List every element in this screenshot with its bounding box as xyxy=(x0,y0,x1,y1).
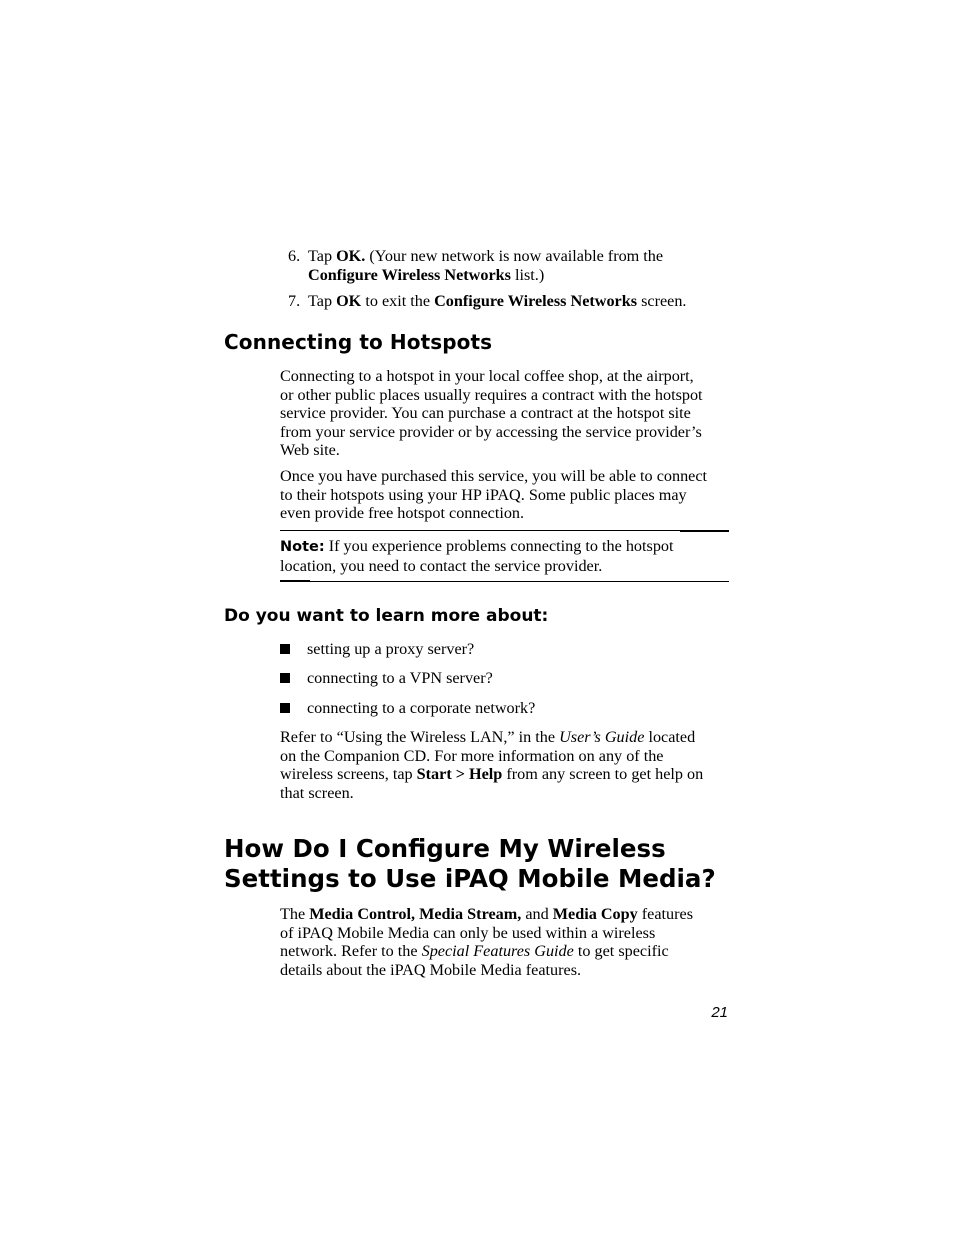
note: Note: If you experience problems connecting to the hotspot location, you need to contact the service provider. xyxy=(280,537,674,575)
note-bottom-rule-accent xyxy=(280,580,310,582)
hotspots-paragraph-1: Connecting to a hotspot in your local coffee shop, at the airport, or other public places usually requires a contract with the hotspot service provider. You can purchase a contract at the hotspot site from your service provider or by accessing the service provider’s Web site. xyxy=(280,367,703,460)
hotspots-paragraph-2: Once you have purchased this service, you will be able to connect to their hotspots using your HP iPAQ. Some public places may even provide free hotspot connection. xyxy=(280,467,708,523)
note-label: Note: xyxy=(280,539,325,555)
bullet-square-icon xyxy=(280,673,290,683)
note-top-rule xyxy=(280,530,680,531)
media-paragraph: The Media Control, Media Stream, and Media Copy features of iPAQ Mobile Media can only be used within a wireless network. Refer to the Special Features Guide to get specific details about the iPAQ Mobile Media features. xyxy=(280,905,694,979)
list-item: connecting to a VPN server? xyxy=(280,669,730,688)
page-number: 21 xyxy=(711,1004,728,1021)
heading-learn-more: Do you want to learn more about: xyxy=(224,606,549,626)
step-number: 6. xyxy=(288,247,301,265)
bullet-square-icon xyxy=(280,703,290,713)
bullet-square-icon xyxy=(280,644,290,654)
step-6: 6. Tap OK. (Your new network is now available from the Configure Wireless Networks list.) xyxy=(288,247,664,284)
refer-paragraph: Refer to “Using the Wireless LAN,” in the User’s Guide located on the Companion CD. For more information on any of the wireless screens, tap Start > Help from any screen to get help on that screen. xyxy=(280,728,704,802)
note-bottom-rule xyxy=(310,581,729,582)
heading-configure-wireless-settings: How Do I Configure My Wireless Settings to Use iPAQ Mobile Media? xyxy=(224,834,716,893)
heading-connecting-to-hotspots: Connecting to Hotspots xyxy=(224,330,493,354)
step-number: 7. xyxy=(288,292,301,310)
step-7: 7. Tap OK to exit the Configure Wireless Networks screen. xyxy=(288,292,687,310)
list-item: setting up a proxy server? xyxy=(280,640,730,659)
note-top-rule-accent xyxy=(680,530,729,532)
list-item: connecting to a corporate network? xyxy=(280,699,730,718)
